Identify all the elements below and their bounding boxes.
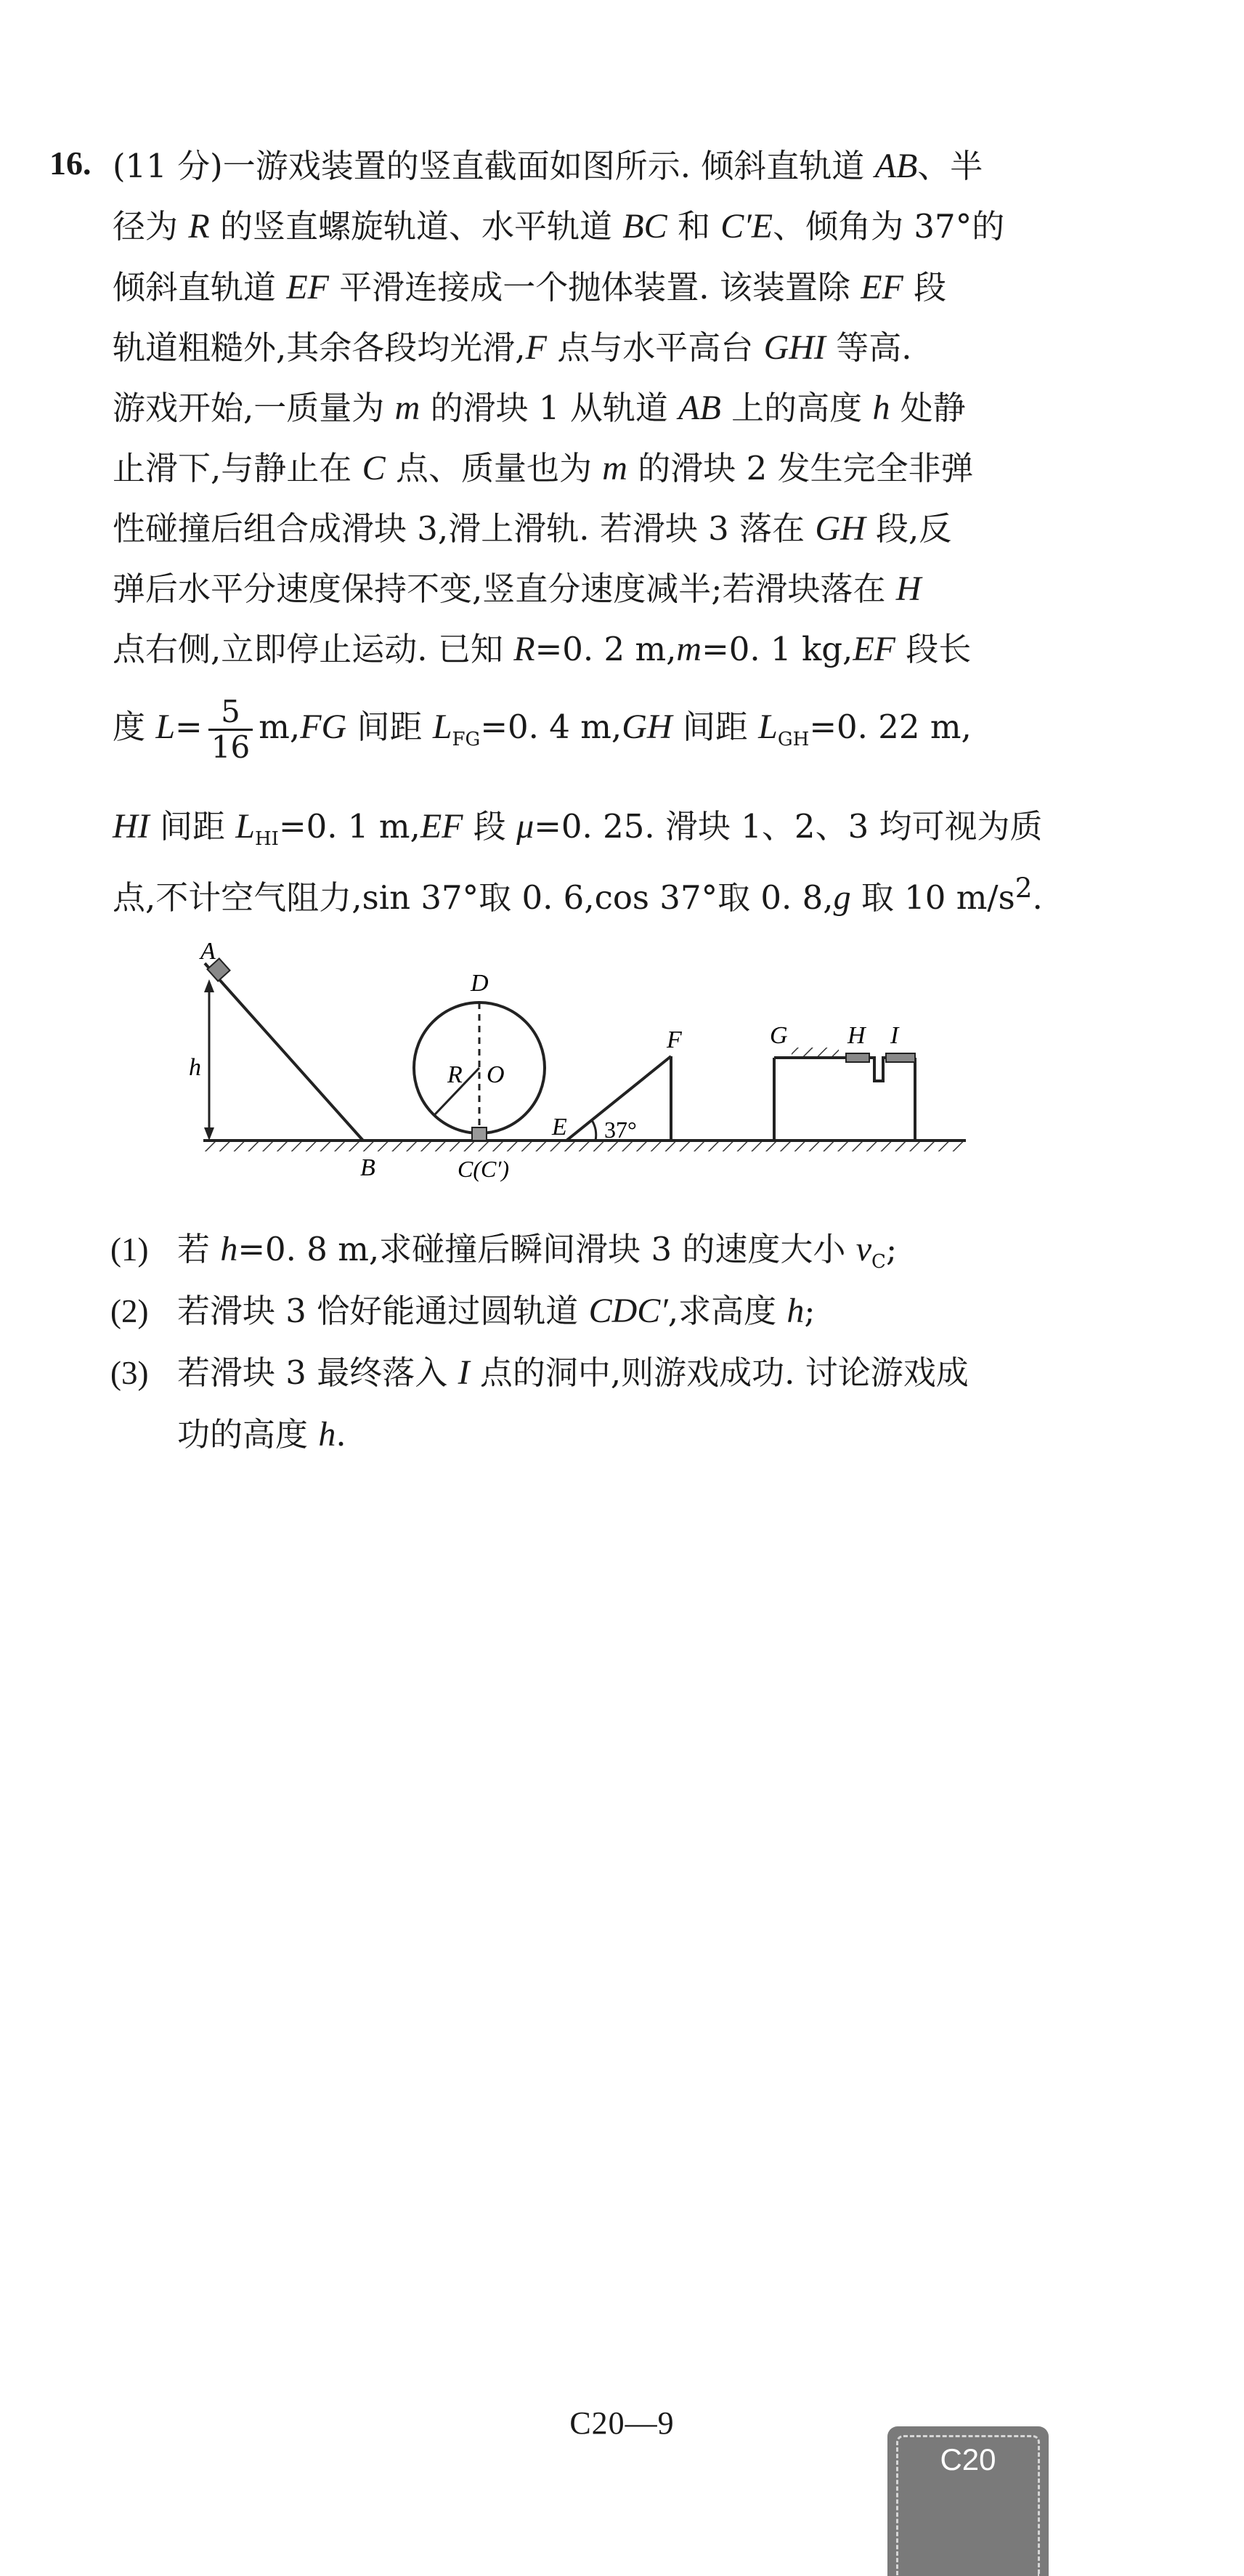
label-B: B [360,1154,375,1181]
height-arrow-top [204,979,214,992]
label-H: H [847,1022,866,1049]
fraction-5-16: $\frac{5}{16}$ [208,695,253,764]
question-line-9: 点右侧,立即停止运动. 已知 R=0. 2 m,m=0. 1 kg,EF 段长 [113,630,972,668]
label-angle: 37° [604,1117,637,1143]
question-line-7: 性碰撞后组合成滑块 3,滑上滑轨. 若滑块 3 落在 GH 段,反 [113,509,952,548]
question-line-6: 止滑下,与静止在 C 点、质量也为 m 的滑块 2 发生完全非弹 [113,449,974,487]
label-D: D [471,970,489,997]
question-line-1: (11 分)一游戏装置的竖直截面如图所示. 倾斜直轨道 AB、半 [113,147,983,185]
label-R: R [447,1061,463,1088]
subquestion-1: (1) 若 h=0. 8 m,求碰撞后瞬间滑块 3 的速度大小 $v_C$; [110,1230,898,1273]
block-2 [472,1127,487,1141]
label-C: C(C′) [458,1156,509,1182]
label-O: O [487,1061,505,1088]
question-line-2: 径为 R 的竖直螺旋轨道、水平轨道 BC 和 C′E、倾角为 37°的 [113,207,1005,246]
label-I: I [890,1022,899,1049]
subquestion-3-continued: 功的高度 h. [177,1415,346,1454]
label-G: G [770,1022,788,1049]
question-line-3: 倾斜直轨道 EF 平滑连接成一个抛体装置. 该装置除 EF 段 [113,268,947,307]
question-line-11: HI 间距 $L_{HI}=0$. 1 m,EF 段 μ=0. 25. 滑块 1、2、3 均可视为质 [113,807,1043,850]
height-arrow-bottom [204,1127,214,1141]
question-number: 16. [49,145,92,182]
question-line-5: 游戏开始,一质量为 m 的滑块 1 从轨道 AB 上的高度 h 处静 [113,389,966,427]
ground-hatch [203,1141,966,1151]
angle-arc [592,1120,596,1141]
label-F: F [667,1026,682,1053]
platform-pad-h [846,1053,869,1062]
question-line-4: 轨道粗糙外,其余各段均光滑,F 点与水平高台 GHI 等高. [113,328,912,367]
track-diagram [189,937,1031,1213]
question-line-12: 点,不计空气阻力,sin 37°取 0. 6,cos 37°取 0. 8,g 取 10 $m/s^2$. [113,872,1043,917]
question-line-10: 度 L= $\frac{5}{16}$ m,FG 间距 $L_{FG}=0$. 4 m,GH 间距 $L_{GH}=0$. 22 m, [113,694,972,765]
platform-hatch-gh [792,1048,839,1056]
section-tab-label: C20 [940,2442,996,2476]
hole-i [869,1058,886,1081]
subquestion-2: (2) 若滑块 3 恰好能通过圆轨道 CDC′,求高度 h; [110,1292,816,1330]
label-h: h [189,1054,201,1081]
platform-pad-i [886,1053,915,1062]
label-E: E [552,1114,567,1141]
subquestion-3: (3) 若滑块 3 最终落入 I 点的洞中,则游戏成功. 讨论游戏成 [110,1353,969,1392]
label-A: A [200,938,216,965]
section-tab [887,2426,1049,2576]
question-line-8: 弹后水平分速度保持不变,竖直分速度减半;若滑块落在 H [113,570,922,608]
incline-ab [205,963,363,1141]
page-number: C20—9 [569,2405,675,2441]
